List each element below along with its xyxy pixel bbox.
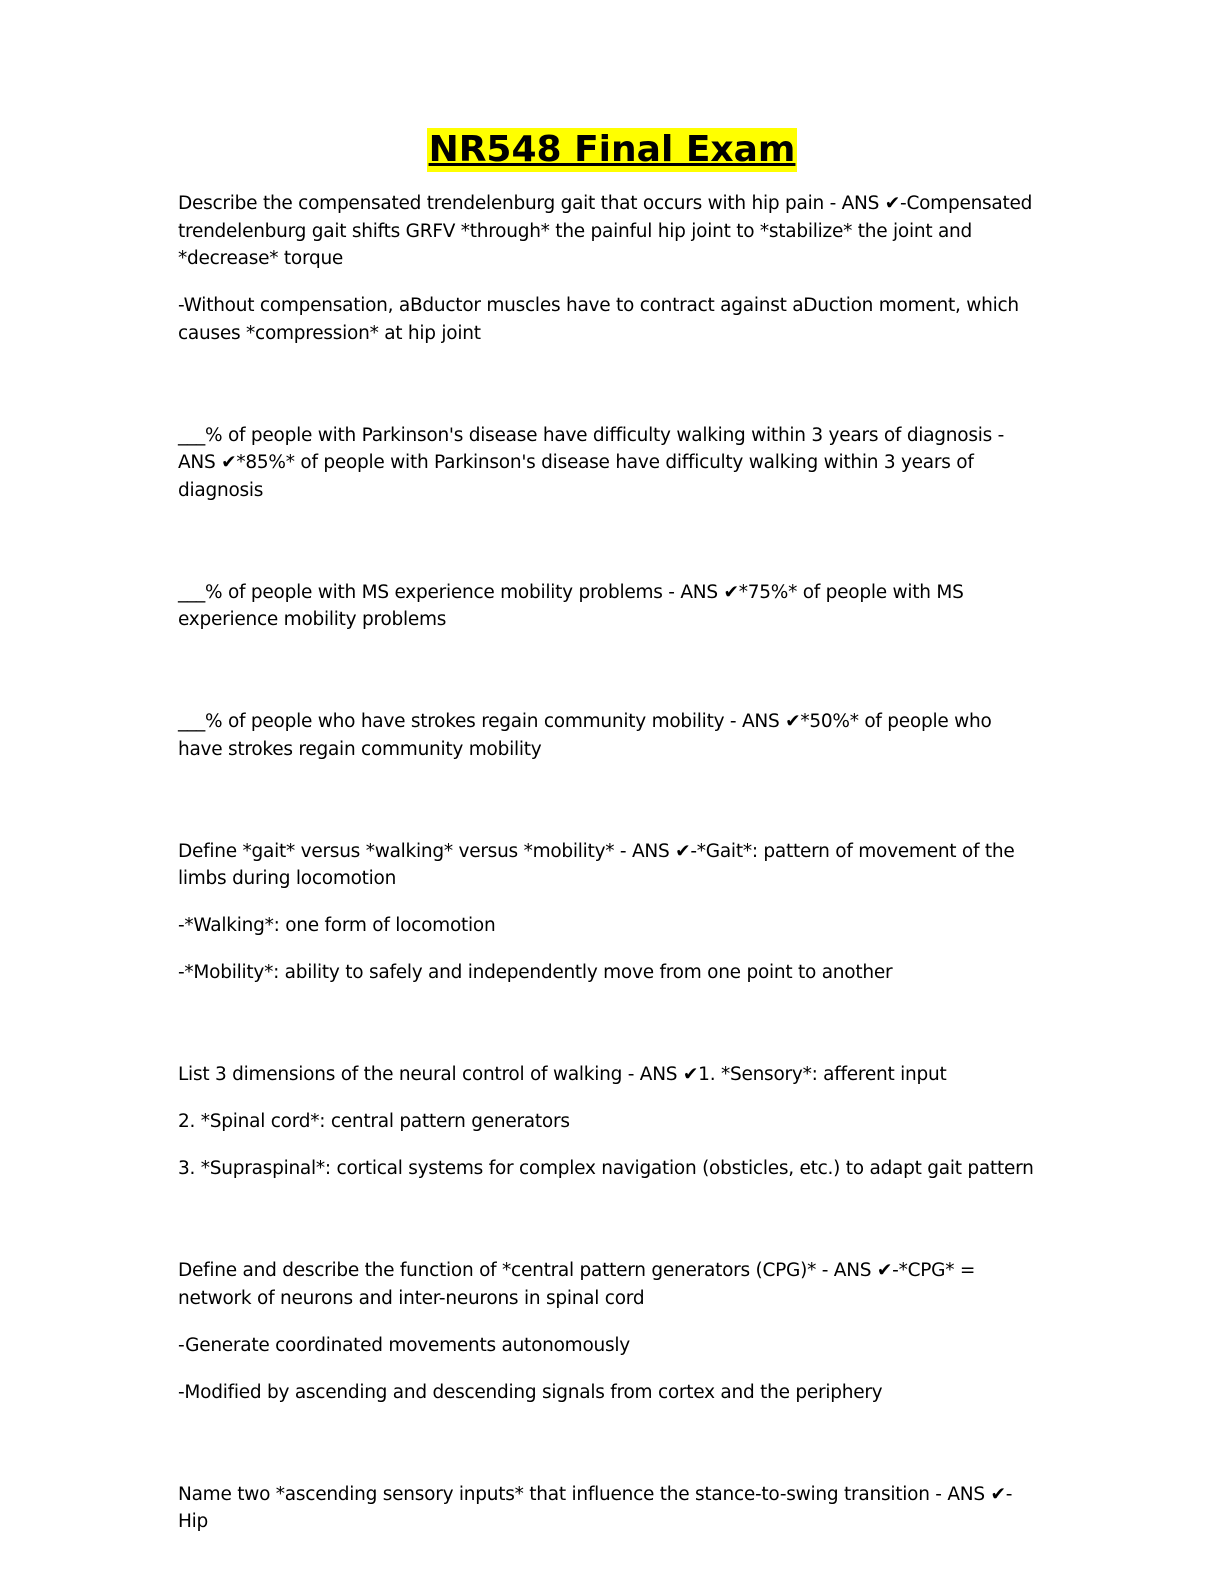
question-paragraph: ___% of people who have strokes regain community mobility - ANS ✔*50%* of people who have strokes regain community mobility	[178, 711, 992, 760]
question-paragraph: ___% of people with Parkinson's disease have difficulty walking within 3 years of diagnosis - ANS ✔*85%* of people with Parkinson's disease have difficulty walking within 3 years of diagnosis	[178, 424, 1005, 501]
document-body	[178, 190, 1038, 1555]
answer-paragraph: 2. *Spinal cord*: central pattern generators	[178, 1111, 570, 1132]
question-paragraph: List 3 dimensions of the neural control of walking - ANS ✔1. *Sensory*: afferent input	[178, 1064, 947, 1085]
question-paragraph: Describe the compensated trendelenburg gait that occurs with hip pain - ANS ✔-Compensated trendelenburg gait shifts GRFV *through* the painful hip joint to *stabilize* the joint and *decrease* torque	[178, 193, 1033, 269]
section-gap	[178, 1426, 1038, 1481]
answer-paragraph: -Modified by ascending and descending signals from cortex and the periphery	[178, 1381, 883, 1403]
question-paragraph: Define *gait* versus *walking* versus *mobility* - ANS ✔-*Gait*: pattern of movement of the limbs during locomotion	[178, 840, 1015, 889]
section-gap	[178, 524, 1038, 579]
section-gap	[178, 1006, 1038, 1061]
section-gap	[178, 367, 1038, 422]
section-gap	[178, 783, 1038, 838]
answer-paragraph: -Without compensation, aBductor muscles have to contract against aDuction moment, which causes *compression* at hip joint	[178, 295, 1019, 344]
title-container	[0, 128, 1224, 172]
answer-paragraph: -*Mobility*: ability to safely and independently move from one point to another	[178, 962, 893, 983]
section-gap	[178, 1202, 1038, 1257]
answer-paragraph: 3. *Supraspinal*: cortical systems for complex navigation (obsticles, etc.) to adapt gait pattern	[178, 1158, 1034, 1179]
question-paragraph: ___% of people with MS experience mobility problems - ANS ✔*75%* of people with MS experience mobility problems	[178, 581, 964, 630]
question-paragraph: Define and describe the function of *central pattern generators (CPG)* - ANS ✔-*CPG* = network of neurons and inter-neurons in spinal cord	[178, 1260, 976, 1309]
answer-paragraph: -Generate coordinated movements autonomously	[178, 1334, 630, 1356]
document-title: NR548 Final Exam	[428, 129, 796, 170]
question-paragraph: Name two *ascending sensory inputs* that influence the stance-to-swing transition - ANS ✔-Hip	[178, 1483, 1013, 1532]
section-gap	[178, 653, 1038, 708]
answer-paragraph: -*Walking*: one form of locomotion	[178, 915, 496, 936]
